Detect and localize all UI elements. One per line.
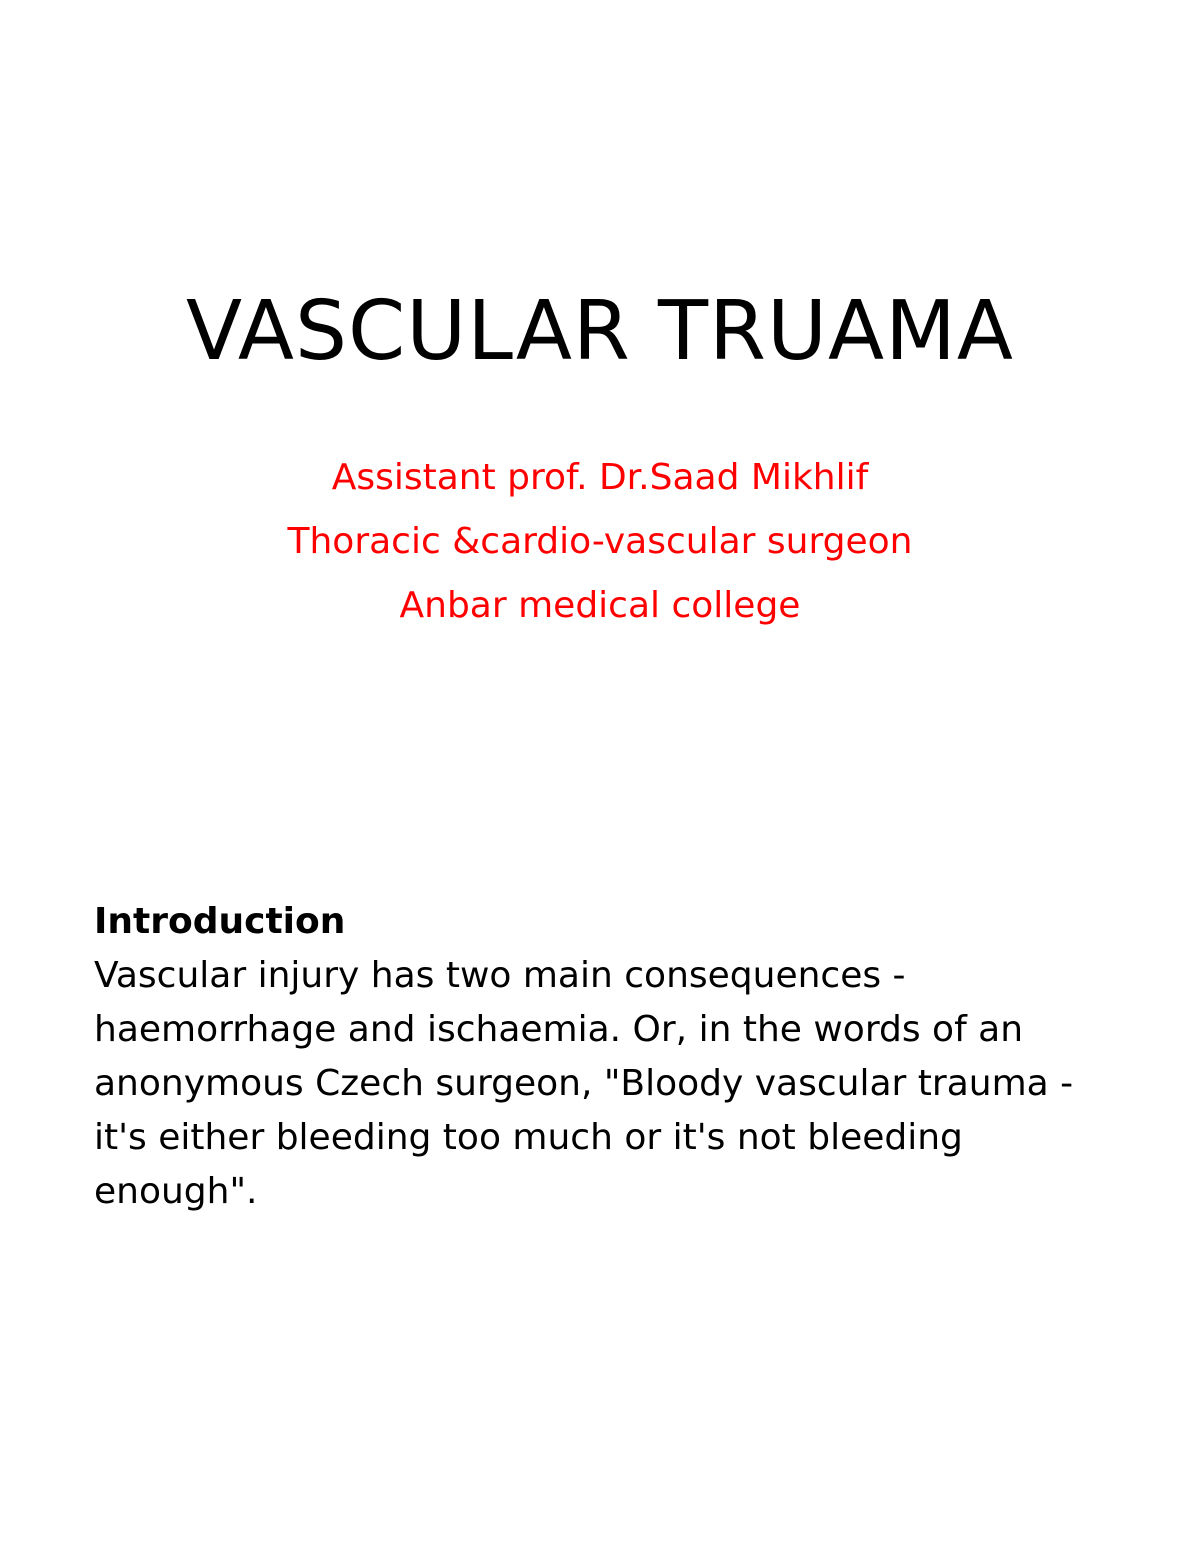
introduction-line: anonymous Czech surgeon, "Bloody vascular trauma - [94,1063,1074,1104]
author-name: Assistant prof. Dr.Saad Mikhlif [331,457,869,498]
title-block [0,282,1200,382]
document-title: VASCULAR TRUAMA [186,284,1014,379]
introduction-line: enough". [94,1171,258,1212]
introduction-heading: Introduction [94,901,346,942]
introduction-section [94,895,1124,1219]
introduction-line: haemorrhage and ischaemia. Or, in the words of an [94,1009,1024,1050]
author-specialty: Thoracic &cardio-vascular surgeon [287,521,913,562]
introduction-line: Vascular injury has two main consequences - [94,955,906,996]
introduction-line: it's either bleeding too much or it's not bleeding [94,1117,963,1158]
author-block [0,446,1200,638]
author-institution: Anbar medical college [399,585,801,626]
